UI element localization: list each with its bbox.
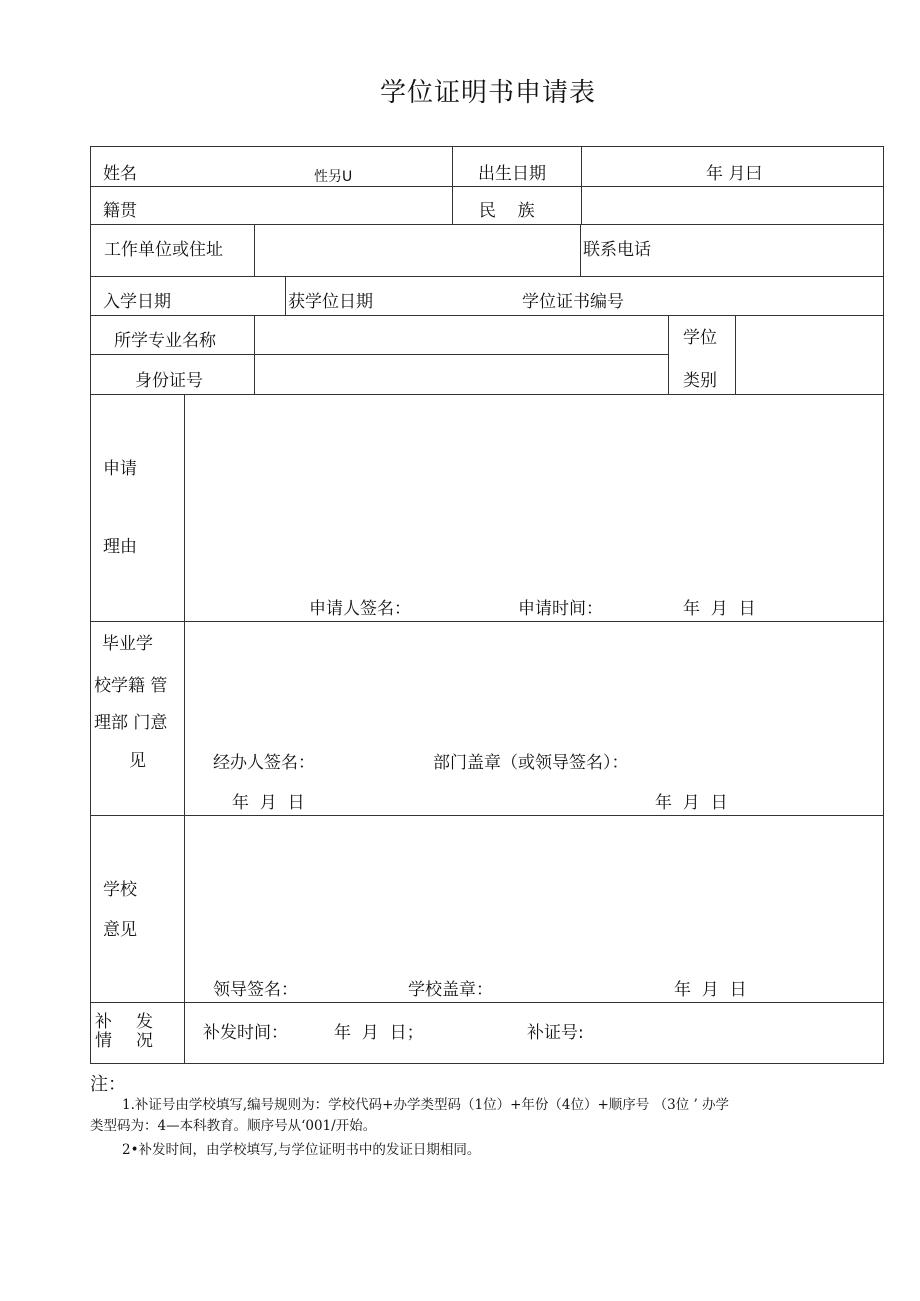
col-line <box>580 224 581 277</box>
dept-label-3: 理部 门意 <box>94 713 168 733</box>
application-time-label: 申请时间： <box>518 599 603 619</box>
col-line <box>735 315 736 395</box>
table-border-bottom <box>90 1063 884 1064</box>
col-line <box>581 146 582 225</box>
row-line <box>90 354 668 355</box>
degree-type-label-1: 学位 <box>683 328 717 348</box>
enroll-date-label: 入学日期 <box>103 292 171 312</box>
note-1-line-1: 1.补证号由学校填写,编号规则为：学校代码+办学类型码（1位）+年份（4位）+顺序号 （3位 ’ 办学 <box>122 1097 730 1113</box>
table-border-top <box>90 146 884 147</box>
major-label: 所学专业名称 <box>114 331 216 351</box>
col-line <box>285 276 286 316</box>
leader-signature-label: 领导签名： <box>213 980 298 1000</box>
school-label-1: 学校 <box>103 880 137 900</box>
reissue-label-col2: 发况 <box>132 1012 152 1050</box>
row-line <box>90 815 884 816</box>
col-line <box>254 224 255 277</box>
page-title: 学位证明书申请表 <box>379 78 596 108</box>
reissue-date: 年 月 日； <box>334 1023 424 1043</box>
name-label: 姓名 <box>103 164 137 184</box>
school-date: 年 月 日 <box>674 980 747 1000</box>
birth-date-value: 年 月曰 <box>706 164 763 184</box>
native-place-label: 籍贯 <box>103 201 137 221</box>
school-stamp-label: 学校盖章： <box>408 980 493 1000</box>
table-border-left <box>90 146 91 1064</box>
reissue-cert-number-label: 补证号: <box>527 1023 584 1043</box>
row-line <box>90 315 884 316</box>
dept-stamp-label: 部门盖章（或领导签名）： <box>433 753 629 773</box>
row-line <box>90 224 884 225</box>
dept-date-left: 年 月 日 <box>232 793 305 813</box>
degree-type-label-2: 类别 <box>683 371 717 391</box>
notes-heading: 注： <box>90 1074 126 1095</box>
handler-signature-label: 经办人签名： <box>213 753 315 773</box>
dept-label-4: 见 <box>129 751 146 771</box>
applicant-signature-label: 申请人签名： <box>309 599 411 619</box>
row-line <box>90 1002 884 1003</box>
work-address-label: 工作单位或住址 <box>104 240 223 260</box>
reissue-time-label: 补发时间： <box>203 1023 288 1043</box>
col-line <box>184 394 185 1064</box>
row-line <box>90 276 884 277</box>
birth-date-label: 出生日期 <box>478 164 546 184</box>
reissue-label-col1: 补情 <box>91 1012 111 1050</box>
dept-date-right: 年 月 日 <box>655 793 728 813</box>
reason-label-1: 申请 <box>103 459 137 479</box>
col-line <box>668 315 669 395</box>
degree-date-label: 获学位日期 <box>288 292 373 312</box>
row-line <box>90 186 884 187</box>
row-line <box>90 621 884 622</box>
col-line <box>452 146 453 225</box>
note-1-line-2: 类型码为：4—本科教育。顺序号从‘001/开始。 <box>90 1118 377 1134</box>
row-line <box>90 394 884 395</box>
col-line <box>254 315 255 395</box>
application-date: 年 月 日 <box>683 599 756 619</box>
reason-label-2: 理由 <box>103 537 137 557</box>
dept-label-1: 毕业学 <box>102 634 153 654</box>
table-border-right <box>883 146 884 1064</box>
ethnic-label: 民 族 <box>479 201 535 221</box>
phone-label: 联系电话 <box>583 240 651 260</box>
school-label-2: 意见 <box>103 920 137 940</box>
id-number-label: 身份证号 <box>135 371 203 391</box>
cert-number-label: 学位证书编号 <box>522 292 624 312</box>
note-2: 2•补发时间，由学校填写,与学位证明书中的发证日期相同。 <box>122 1142 481 1158</box>
dept-label-2: 校学籍 管 <box>94 676 168 696</box>
gender-label: 性另U <box>314 169 353 185</box>
